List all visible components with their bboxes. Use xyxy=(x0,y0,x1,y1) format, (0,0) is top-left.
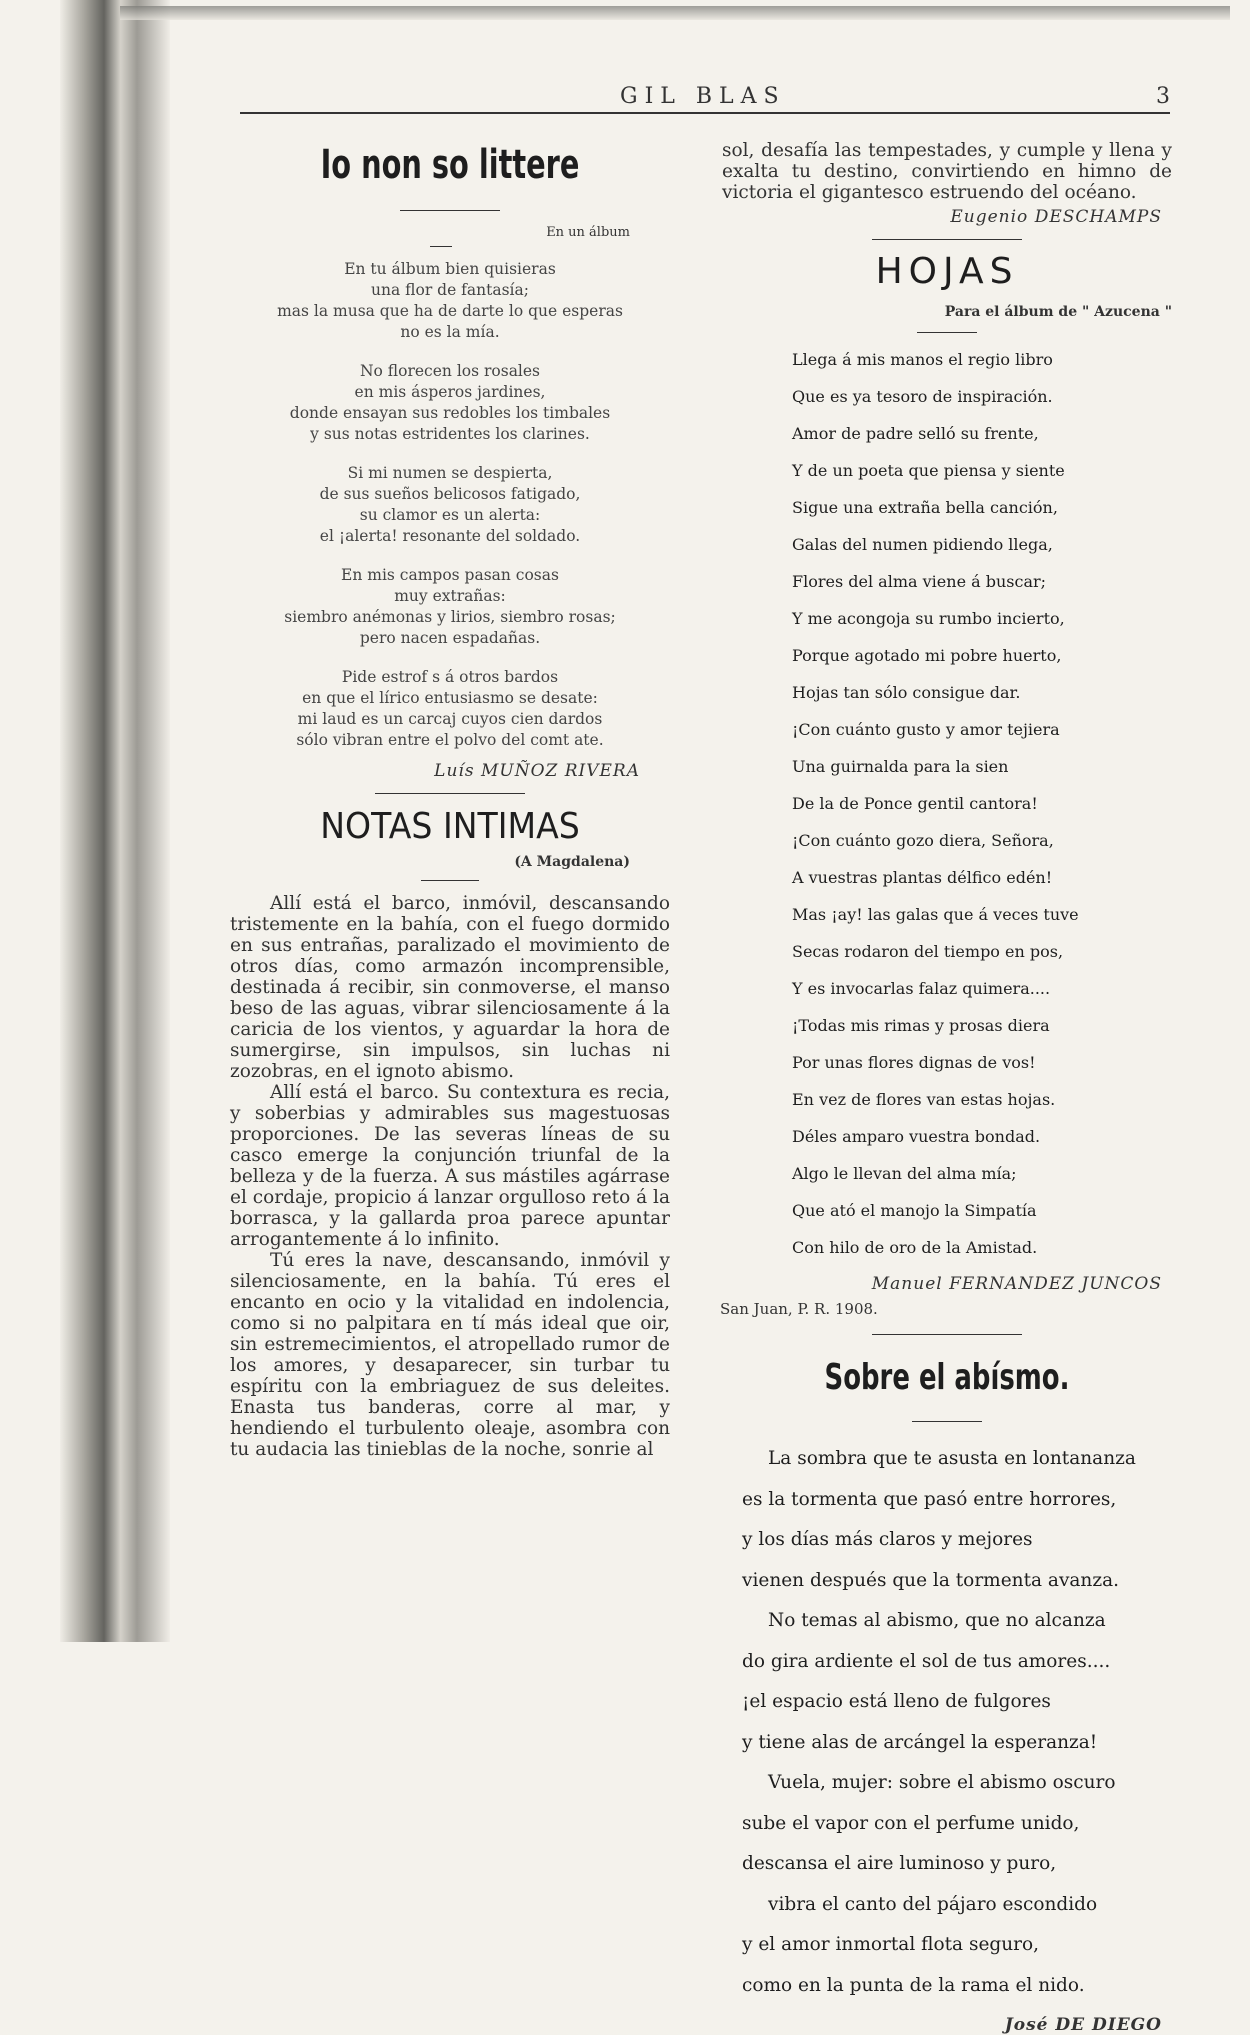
notas-title-rule xyxy=(421,880,479,881)
poem-line: en mis ásperos jardines, xyxy=(354,383,546,401)
poem-line: Mas ¡ay! las galas que á veces tuve xyxy=(792,905,1079,924)
poem-line: Llega á mis manos el regio libro xyxy=(792,350,1053,369)
poem-line: ¡Todas mis rimas y prosas diera xyxy=(792,1016,1050,1035)
hojas-dedication: Para el álbum de " Azucena " xyxy=(944,304,1172,320)
poem1-title-rule xyxy=(400,210,500,211)
poem-line: vienen después que la tormenta avanza. xyxy=(742,1569,1120,1591)
abismo-stanza xyxy=(742,1772,1172,1875)
poem1-stanza xyxy=(230,259,670,343)
poem-line: no es la mía. xyxy=(400,323,500,341)
hojas-title: HOJAS xyxy=(875,251,1019,292)
left-column xyxy=(230,140,670,1460)
poem-line: muy extrañas: xyxy=(394,587,506,605)
hojas-place-date: San Juan, P. R. 1908. xyxy=(720,1300,878,1318)
notas-paragraph: Tú eres la nave, descansando, inmóvil y silenciosamente, en la bahía. Tú eres el encanto en ocio y la vitalidad en indolencia, como si no palpitara en tí más ideal que oir, sin estremecimientos, el atropellado rumor de los amores, y desaparecer, sin turbar tu espíritu con la embriaguez de sus deleites. Enasta tus banderas, corre al mar, y hendiendo el turbulento oleaje, asombra con tu audacia las tinieblas de la noche, sonrie al xyxy=(230,1250,670,1460)
poem-line: Porque agotado mi pobre huerto, xyxy=(792,646,1062,665)
notas-title: NOTAS INTIMAS xyxy=(320,806,580,847)
hojas-stanza xyxy=(792,719,1172,888)
poem-line: su clamor es un alerta: xyxy=(359,506,541,524)
hojas-stanza xyxy=(792,1089,1172,1258)
poem-line: vibra el canto del pájaro escondido xyxy=(768,1893,1098,1915)
poem-line: Y de un poeta que piensa y siente xyxy=(792,461,1065,480)
poem-line: No florecen los rosales xyxy=(359,362,541,380)
poem-line: descansa el aire luminoso y puro, xyxy=(742,1853,1057,1874)
abismo-title-rule xyxy=(912,1421,982,1422)
poem-line: Sigue una extraña bella canción, xyxy=(792,498,1058,517)
poem1-title: Io non so littere xyxy=(320,142,580,188)
poem-line: En tu álbum bien quisieras xyxy=(344,260,556,278)
poem1-body xyxy=(230,259,670,751)
poem1-author: Luís MUÑOZ RIVERA xyxy=(434,761,640,781)
poem-line: Vuela, mujer: sobre el abismo oscuro xyxy=(768,1772,1116,1793)
poem-line: siembro anémonas y lirios, siembro rosas; xyxy=(284,608,616,626)
poem-line: sube el vapor con el perfume unido, xyxy=(742,1812,1080,1834)
notas-body xyxy=(230,893,670,1460)
poem-line: sólo vibran entre el polvo del comt ate. xyxy=(296,731,604,749)
hojas-stanza xyxy=(792,349,1172,518)
poem-line: de sus sueños belicosos fatigado, xyxy=(319,485,581,503)
poem-line: es la tormenta que pasó entre horrores, xyxy=(742,1488,1117,1510)
poem-line: Flores del alma viene á buscar; xyxy=(792,572,1047,591)
poem-line: Con hilo de oro de la Amistad. xyxy=(792,1238,1038,1257)
page-header xyxy=(240,78,1170,118)
hojas-end-rule xyxy=(872,1334,1022,1335)
poem-line: Algo le llevan del alma mía; xyxy=(792,1164,1017,1183)
abismo-title: Sobre el abísmo. xyxy=(824,1357,1070,1398)
poem-line: En mis campos pasan cosas xyxy=(341,566,559,584)
poem-line: ¡el espacio está lleno de fulgores xyxy=(742,1691,1051,1712)
abismo-author: José DE DIEGO xyxy=(1004,2015,1162,2035)
notas-continuation: sol, desafía las tempestades, y cumple y llena y exalta tu destino, convirtiendo en himno de victoria el gigantesco estruendo del océano. xyxy=(722,140,1172,203)
poem-line: el ¡alerta! resonante del soldado. xyxy=(319,527,581,545)
poem-line: Si mi numen se despierta, xyxy=(347,464,553,482)
hojas-title-rule xyxy=(917,332,977,333)
poem1-title-wrap xyxy=(230,140,670,190)
poem-line: Por unas flores dignas de vos! xyxy=(792,1053,1036,1072)
poem-line: Que ató el manojo la Simpatía xyxy=(792,1201,1037,1220)
poem-line: mi laud es un carcaj cuyos cien dardos xyxy=(297,710,603,728)
hojas-author: Manuel FERNANDEZ JUNCOS xyxy=(871,1274,1162,1294)
poem-line: do gira ardiente el sol de tus amores.... xyxy=(742,1650,1111,1672)
abismo-stanza xyxy=(742,1894,1172,1997)
poem-line: Una guirnalda para la sien xyxy=(792,757,1009,776)
notas-dedication: (A Magdalena) xyxy=(514,854,630,870)
poem-line: y los días más claros y mejores xyxy=(742,1529,1033,1550)
abismo-stanza xyxy=(742,1610,1172,1754)
poem-line: pero nacen espadañas. xyxy=(359,629,541,647)
poem-line: A vuestras plantas délfico edén! xyxy=(792,868,1053,887)
poem-line: una flor de fantasía; xyxy=(371,281,529,299)
poem-line: Y me acongoja su rumbo incierto, xyxy=(792,609,1065,628)
book-binding xyxy=(60,0,170,1642)
poem-line: y tiene alas de arcángel la esperanza! xyxy=(742,1731,1098,1753)
poem-line: Déles amparo vuestra bondad. xyxy=(792,1127,1041,1146)
abismo-stanza xyxy=(742,1448,1172,1592)
poem-line: como en la punta de la rama el nido. xyxy=(742,1974,1085,1996)
poem-line: en que el lírico entusiasmo se desate: xyxy=(302,689,598,707)
poem-line: ¡Con cuánto gozo diera, Señora, xyxy=(792,831,1054,850)
header-rule xyxy=(240,112,1170,114)
poem-line: Y es invocarlas falaz quimera.... xyxy=(792,979,1051,998)
page-number: 3 xyxy=(1156,84,1170,109)
hojas-stanza xyxy=(792,534,1172,703)
poem-line: Amor de padre selló su frente, xyxy=(792,424,1039,443)
notas-author: Eugenio DESCHAMPS xyxy=(950,207,1162,227)
hojas-body xyxy=(722,349,1172,1258)
poem1-stanza xyxy=(230,361,670,445)
poem-line: donde ensayan sus redobles los timbales xyxy=(289,404,611,422)
poem-line: No temas al abismo, que no alcanza xyxy=(768,1610,1106,1631)
notas-paragraph: Allí está el barco. Su contextura es recia, y soberbias y admirables sus magestuosas proporciones. De las severas líneas de su casco emerge la conjunción triunfal de la belleza y de la fuerza. A sus mástiles agárrase el cordaje, propicio á lanzar orgulloso reto á la borrasca, y la gallarda proa parece apuntar arrogantemente á lo infinito. xyxy=(230,1082,670,1250)
poem1-stanza xyxy=(230,565,670,649)
page-top-edge xyxy=(120,6,1230,20)
poem-line: Hojas tan sólo consigue dar. xyxy=(792,683,1021,702)
poem1-end-rule xyxy=(375,793,525,794)
poem-line: y el amor inmortal flota seguro, xyxy=(742,1934,1040,1955)
newspaper-title: GIL BLAS xyxy=(620,84,786,109)
notas-title-wrap xyxy=(230,804,670,850)
poem-line: y sus notas estridentes los clarines. xyxy=(310,425,590,443)
right-column xyxy=(722,140,1172,2035)
poem1-dedication-rule xyxy=(430,246,452,247)
poem-line: Secas rodaron del tiempo en pos, xyxy=(792,942,1064,961)
poem1-stanza xyxy=(230,667,670,751)
poem-line: En vez de flores van estas hojas. xyxy=(792,1090,1056,1109)
notas-paragraph: Allí está el barco, inmóvil, descansando tristemente en la bahía, con el fuego dormido en sus entrañas, paralizado el movimiento de otros días, como armazón incomprensible, destinada á recibir, sin conmoverse, el manso beso de las aguas, vibrar silenciosamente á la caricia de los vientos, y aguardar la hora de sumergirse, sin impulsos, sin luchas ni zozobras, en el ignoto abismo. xyxy=(230,893,670,1082)
hojas-stanza xyxy=(792,904,1172,1073)
poem-line: Que es ya tesoro de inspiración. xyxy=(792,387,1053,406)
poem-line: De la de Ponce gentil cantora! xyxy=(792,794,1038,813)
poem-line: Galas del numen pidiendo llega, xyxy=(792,535,1053,554)
poem1-dedication: En un álbum xyxy=(546,225,630,240)
poem-line: Pide estrof s á otros bardos xyxy=(341,668,559,686)
poem-line: ¡Con cuánto gusto y amor tejiera xyxy=(792,720,1060,739)
abismo-title-wrap xyxy=(722,1355,1172,1401)
poem1-stanza xyxy=(230,463,670,547)
poem-line: La sombra que te asusta en lontananza xyxy=(768,1448,1136,1469)
poem-line: mas la musa que ha de darte lo que esperas xyxy=(277,302,623,320)
notas-end-rule xyxy=(872,239,1022,240)
abismo-body xyxy=(722,1448,1172,1997)
